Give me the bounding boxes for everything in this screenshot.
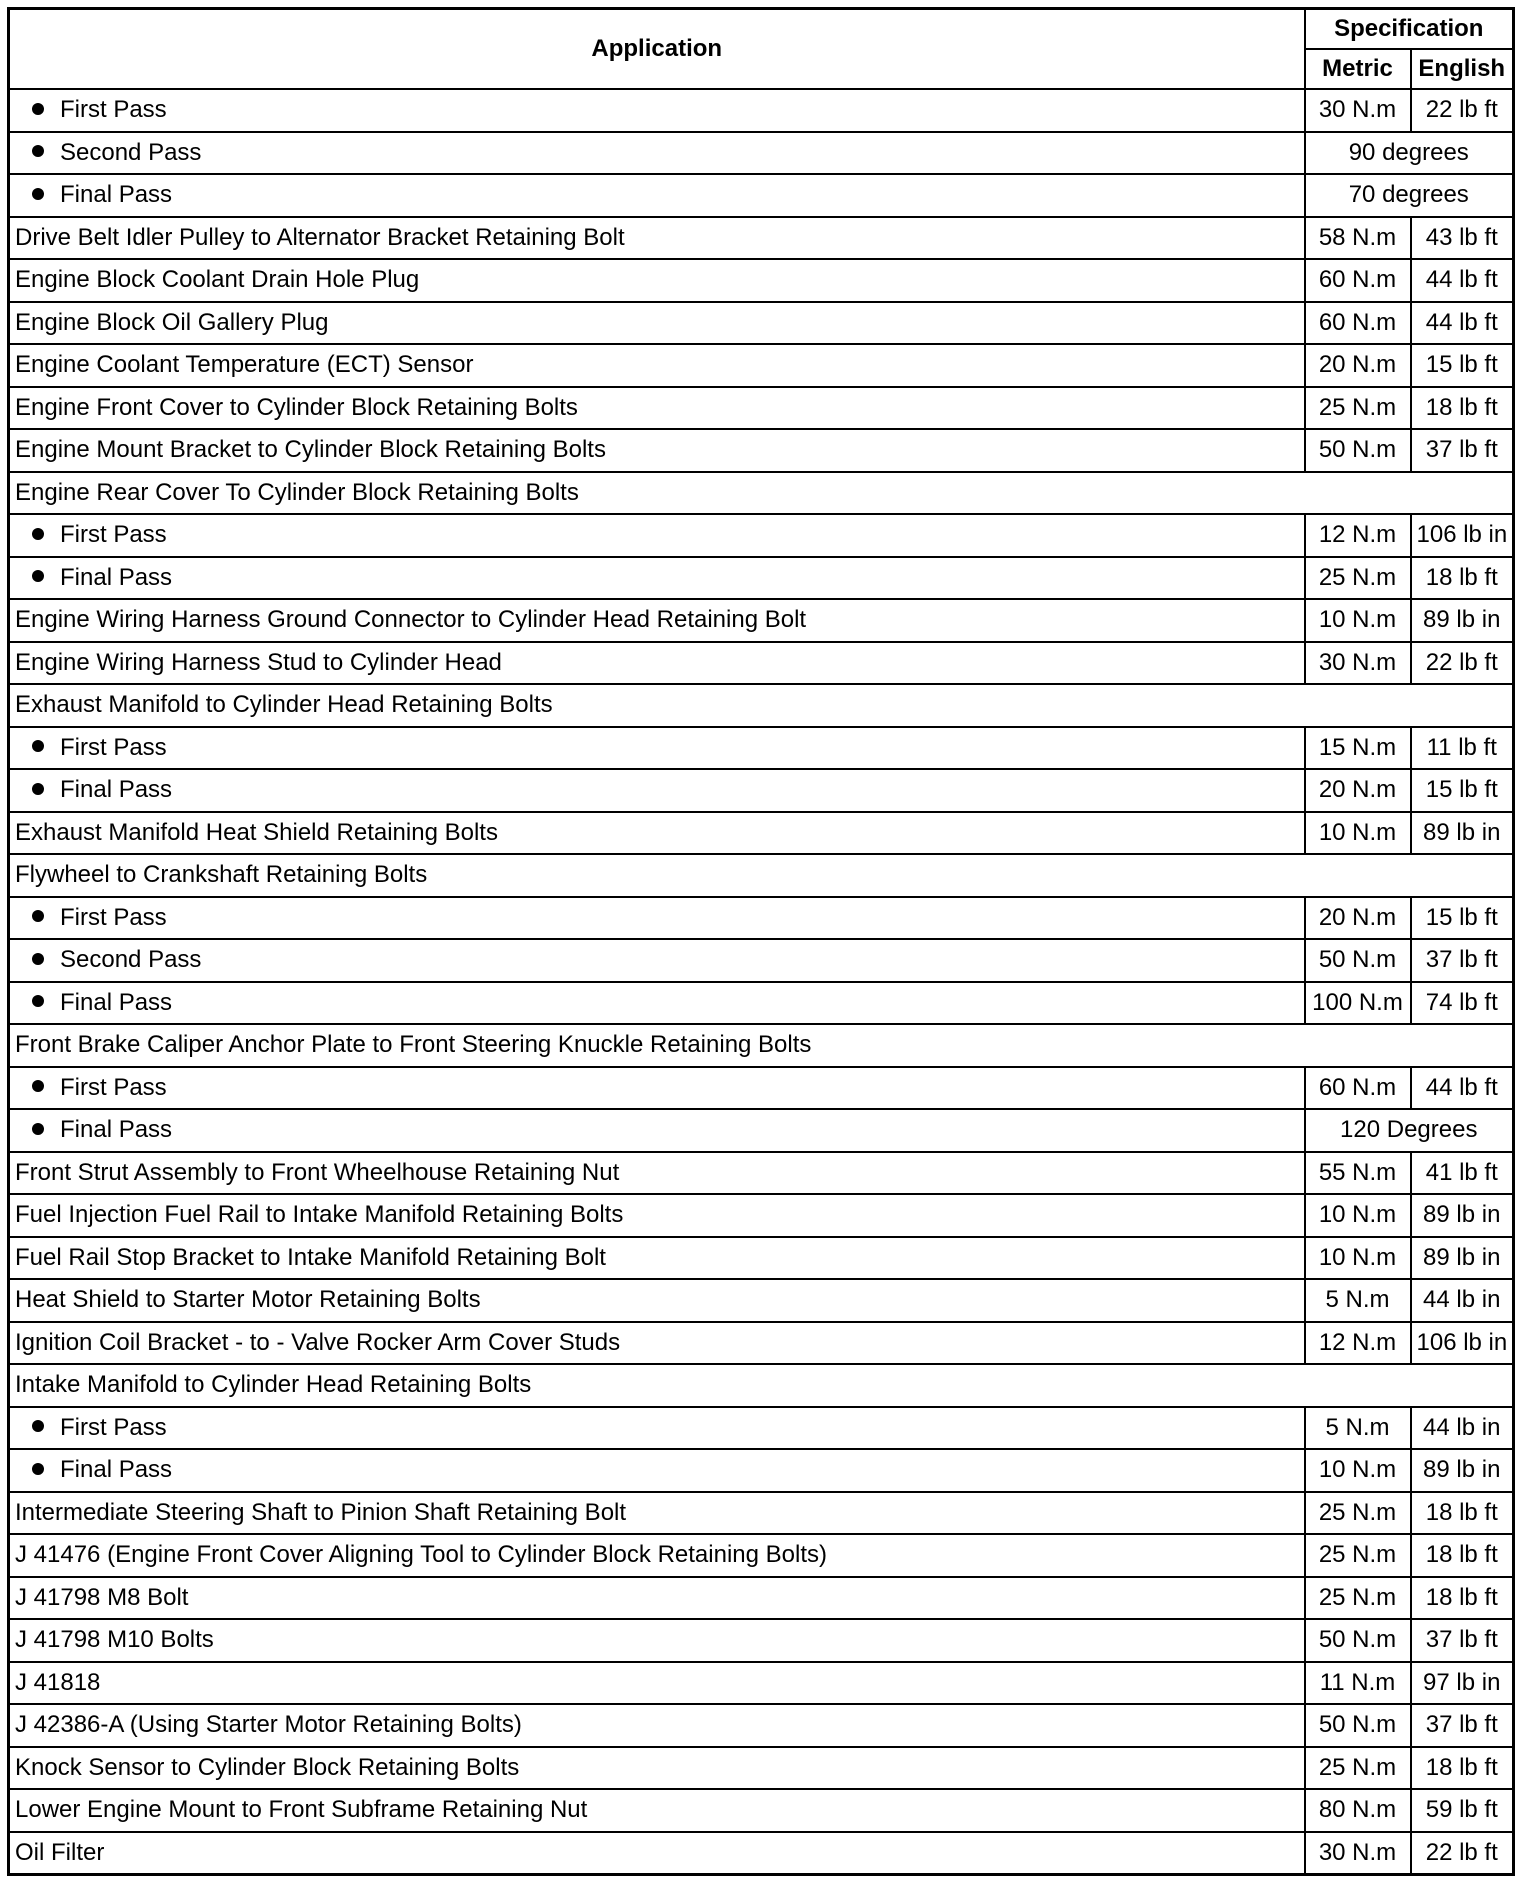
application-cell bbox=[9, 1662, 1305, 1705]
metric-value-cell: 30 N.m bbox=[1305, 89, 1411, 132]
application-cell bbox=[9, 1152, 1305, 1195]
english-value-cell: 11 lb ft bbox=[1411, 727, 1514, 770]
bullet-icon bbox=[32, 1463, 44, 1475]
metric-value-cell: 10 N.m bbox=[1305, 599, 1411, 642]
application-text: Second Pass bbox=[60, 946, 202, 974]
specification-column-header: Specification bbox=[1305, 9, 1514, 50]
application-text: Engine Rear Cover To Cylinder Block Retaining Bolts bbox=[15, 478, 579, 506]
application-text: Final Pass bbox=[60, 1116, 173, 1144]
bullet-icon bbox=[32, 103, 44, 115]
bullet-icon bbox=[32, 570, 44, 582]
application-text: Final Pass bbox=[60, 563, 173, 591]
table-row bbox=[9, 727, 1514, 770]
application-cell bbox=[9, 429, 1305, 472]
table-row bbox=[9, 429, 1514, 472]
metric-value-cell: 20 N.m bbox=[1305, 344, 1411, 387]
metric-value-cell: 55 N.m bbox=[1305, 1152, 1411, 1195]
application-cell bbox=[9, 1024, 1514, 1067]
torque-spec-table bbox=[7, 7, 1515, 1876]
english-value-cell: 44 lb in bbox=[1411, 1279, 1514, 1322]
english-value-cell: 18 lb ft bbox=[1411, 1747, 1514, 1790]
metric-value-cell: 50 N.m bbox=[1305, 1619, 1411, 1662]
table-row bbox=[9, 1407, 1514, 1450]
application-cell bbox=[9, 1364, 1514, 1407]
application-cell bbox=[9, 387, 1305, 430]
metric-value-cell: 80 N.m bbox=[1305, 1789, 1411, 1832]
metric-value-cell: 25 N.m bbox=[1305, 1747, 1411, 1790]
application-text: Final Pass bbox=[60, 181, 173, 209]
application-cell bbox=[9, 302, 1305, 345]
bullet-icon bbox=[32, 953, 44, 965]
application-text: Heat Shield to Starter Motor Retaining Bolts bbox=[15, 1286, 481, 1314]
table-row bbox=[9, 1789, 1514, 1832]
application-text: Engine Coolant Temperature (ECT) Sensor bbox=[15, 351, 474, 379]
application-text: Engine Front Cover to Cylinder Block Retaining Bolts bbox=[15, 393, 578, 421]
application-cell bbox=[9, 897, 1305, 940]
bullet-icon bbox=[32, 145, 44, 157]
application-text: Engine Block Oil Gallery Plug bbox=[15, 308, 329, 336]
table-row bbox=[9, 854, 1514, 897]
application-text: Front Strut Assembly to Front Wheelhouse Retaining Nut bbox=[15, 1158, 620, 1186]
application-text: Exhaust Manifold Heat Shield Retaining Bolts bbox=[15, 818, 498, 846]
english-value-cell: 37 lb ft bbox=[1411, 429, 1514, 472]
table-row bbox=[9, 1832, 1514, 1875]
application-text: Intermediate Steering Shaft to Pinion Shaft Retaining Bolt bbox=[15, 1498, 627, 1526]
table-row bbox=[9, 174, 1514, 217]
application-cell bbox=[9, 344, 1305, 387]
table-row bbox=[9, 642, 1514, 685]
english-value-cell: 37 lb ft bbox=[1411, 1619, 1514, 1662]
application-text: J 41476 (Engine Front Cover Aligning Tool to Cylinder Block Retaining Bolts) bbox=[15, 1541, 827, 1569]
application-cell bbox=[9, 132, 1305, 175]
application-cell bbox=[9, 854, 1514, 897]
english-value-cell: 18 lb ft bbox=[1411, 1492, 1514, 1535]
application-text: Fuel Injection Fuel Rail to Intake Manifold Retaining Bolts bbox=[15, 1201, 624, 1229]
application-cell bbox=[9, 259, 1305, 302]
application-cell bbox=[9, 514, 1305, 557]
application-text: J 41818 bbox=[15, 1668, 101, 1696]
application-text: Fuel Rail Stop Bracket to Intake Manifold Retaining Bolt bbox=[15, 1243, 606, 1271]
english-value-cell: 15 lb ft bbox=[1411, 897, 1514, 940]
application-cell bbox=[9, 1747, 1305, 1790]
table-row bbox=[9, 939, 1514, 982]
table-row bbox=[9, 259, 1514, 302]
table-row bbox=[9, 1747, 1514, 1790]
application-text: First Pass bbox=[60, 733, 167, 761]
table-row bbox=[9, 1534, 1514, 1577]
table-body bbox=[9, 89, 1514, 1874]
application-cell bbox=[9, 599, 1305, 642]
english-value-cell: 22 lb ft bbox=[1411, 89, 1514, 132]
combined-spec-cell: 90 degrees bbox=[1305, 132, 1514, 175]
metric-value-cell: 58 N.m bbox=[1305, 217, 1411, 260]
metric-value-cell: 100 N.m bbox=[1305, 982, 1411, 1025]
application-text: Engine Mount Bracket to Cylinder Block Retaining Bolts bbox=[15, 436, 606, 464]
metric-value-cell: 30 N.m bbox=[1305, 642, 1411, 685]
table-row bbox=[9, 769, 1514, 812]
english-value-cell: 18 lb ft bbox=[1411, 1534, 1514, 1577]
metric-value-cell: 12 N.m bbox=[1305, 1322, 1411, 1365]
metric-value-cell: 60 N.m bbox=[1305, 259, 1411, 302]
application-text: Engine Wiring Harness Stud to Cylinder Head bbox=[15, 648, 502, 676]
application-cell bbox=[9, 1577, 1305, 1620]
table-row bbox=[9, 132, 1514, 175]
english-value-cell: 44 lb ft bbox=[1411, 302, 1514, 345]
bullet-icon bbox=[32, 188, 44, 200]
english-value-cell: 18 lb ft bbox=[1411, 387, 1514, 430]
metric-value-cell: 50 N.m bbox=[1305, 429, 1411, 472]
application-cell bbox=[9, 1194, 1305, 1237]
metric-value-cell: 10 N.m bbox=[1305, 1194, 1411, 1237]
metric-value-cell: 15 N.m bbox=[1305, 727, 1411, 770]
table-row bbox=[9, 1194, 1514, 1237]
english-value-cell: 89 lb in bbox=[1411, 599, 1514, 642]
application-cell bbox=[9, 939, 1305, 982]
application-cell bbox=[9, 1619, 1305, 1662]
application-text: J 41798 M8 Bolt bbox=[15, 1583, 189, 1611]
application-cell bbox=[9, 769, 1305, 812]
metric-value-cell: 20 N.m bbox=[1305, 769, 1411, 812]
metric-value-cell: 60 N.m bbox=[1305, 302, 1411, 345]
english-value-cell: 106 lb in bbox=[1411, 514, 1514, 557]
english-value-cell: 37 lb ft bbox=[1411, 1704, 1514, 1747]
application-cell bbox=[9, 1492, 1305, 1535]
bullet-icon bbox=[32, 528, 44, 540]
metric-value-cell: 25 N.m bbox=[1305, 1577, 1411, 1620]
table-row bbox=[9, 599, 1514, 642]
table-row bbox=[9, 387, 1514, 430]
english-value-cell: 41 lb ft bbox=[1411, 1152, 1514, 1195]
application-text: Exhaust Manifold to Cylinder Head Retaining Bolts bbox=[15, 691, 553, 719]
application-text: Front Brake Caliper Anchor Plate to Front Steering Knuckle Retaining Bolts bbox=[15, 1031, 812, 1059]
english-value-cell: 22 lb ft bbox=[1411, 1832, 1514, 1875]
metric-value-cell: 30 N.m bbox=[1305, 1832, 1411, 1875]
application-text: Final Pass bbox=[60, 1456, 173, 1484]
application-cell bbox=[9, 642, 1305, 685]
metric-column-header: Metric bbox=[1305, 49, 1411, 89]
metric-value-cell: 10 N.m bbox=[1305, 1237, 1411, 1280]
application-text: Final Pass bbox=[60, 988, 173, 1016]
application-text: First Pass bbox=[60, 521, 167, 549]
metric-value-cell: 10 N.m bbox=[1305, 812, 1411, 855]
english-value-cell: 97 lb in bbox=[1411, 1662, 1514, 1705]
application-text: Lower Engine Mount to Front Subframe Retaining Nut bbox=[15, 1796, 588, 1824]
application-cell bbox=[9, 812, 1305, 855]
application-text: First Pass bbox=[60, 96, 167, 124]
application-cell bbox=[9, 1237, 1305, 1280]
english-value-cell: 44 lb in bbox=[1411, 1407, 1514, 1450]
application-cell bbox=[9, 217, 1305, 260]
metric-value-cell: 12 N.m bbox=[1305, 514, 1411, 557]
table-row bbox=[9, 1662, 1514, 1705]
table-row bbox=[9, 897, 1514, 940]
application-text: Oil Filter bbox=[15, 1838, 105, 1866]
bullet-icon bbox=[32, 995, 44, 1007]
metric-value-cell: 50 N.m bbox=[1305, 939, 1411, 982]
table-row bbox=[9, 1577, 1514, 1620]
application-text: Engine Wiring Harness Ground Connector to Cylinder Head Retaining Bolt bbox=[15, 606, 807, 634]
combined-spec-cell: 120 Degrees bbox=[1305, 1109, 1514, 1152]
english-value-cell: 15 lb ft bbox=[1411, 769, 1514, 812]
application-text: First Pass bbox=[60, 1073, 167, 1101]
application-cell bbox=[9, 1704, 1305, 1747]
application-text: First Pass bbox=[60, 903, 167, 931]
table-row bbox=[9, 217, 1514, 260]
application-cell bbox=[9, 1109, 1305, 1152]
english-value-cell: 18 lb ft bbox=[1411, 1577, 1514, 1620]
application-cell bbox=[9, 727, 1305, 770]
english-column-header: English bbox=[1411, 49, 1514, 89]
application-cell bbox=[9, 982, 1305, 1025]
english-value-cell: 15 lb ft bbox=[1411, 344, 1514, 387]
bullet-icon bbox=[32, 783, 44, 795]
bullet-icon bbox=[32, 740, 44, 752]
application-cell bbox=[9, 1407, 1305, 1450]
table-row bbox=[9, 1492, 1514, 1535]
english-value-cell: 22 lb ft bbox=[1411, 642, 1514, 685]
table-row bbox=[9, 982, 1514, 1025]
application-text: J 42386-A (Using Starter Motor Retaining Bolts) bbox=[15, 1711, 522, 1739]
english-value-cell: 18 lb ft bbox=[1411, 557, 1514, 600]
application-text: Knock Sensor to Cylinder Block Retaining Bolts bbox=[15, 1753, 520, 1781]
application-text: Drive Belt Idler Pulley to Alternator Bracket Retaining Bolt bbox=[15, 223, 625, 251]
application-text: Flywheel to Crankshaft Retaining Bolts bbox=[15, 861, 428, 889]
english-value-cell: 44 lb ft bbox=[1411, 1067, 1514, 1110]
application-cell bbox=[9, 1832, 1305, 1875]
bullet-icon bbox=[32, 910, 44, 922]
english-value-cell: 44 lb ft bbox=[1411, 259, 1514, 302]
metric-value-cell: 5 N.m bbox=[1305, 1279, 1411, 1322]
table-row bbox=[9, 1237, 1514, 1280]
application-text: Engine Block Coolant Drain Hole Plug bbox=[15, 266, 420, 294]
table-row bbox=[9, 1067, 1514, 1110]
table-row bbox=[9, 1024, 1514, 1067]
table-row bbox=[9, 812, 1514, 855]
table-row bbox=[9, 89, 1514, 132]
table-row bbox=[9, 472, 1514, 515]
english-value-cell: 37 lb ft bbox=[1411, 939, 1514, 982]
application-cell bbox=[9, 1067, 1305, 1110]
metric-value-cell: 25 N.m bbox=[1305, 387, 1411, 430]
english-value-cell: 43 lb ft bbox=[1411, 217, 1514, 260]
application-cell bbox=[9, 1449, 1305, 1492]
bullet-icon bbox=[32, 1420, 44, 1432]
combined-spec-cell: 70 degrees bbox=[1305, 174, 1514, 217]
application-cell bbox=[9, 89, 1305, 132]
metric-value-cell: 25 N.m bbox=[1305, 1492, 1411, 1535]
metric-value-cell: 25 N.m bbox=[1305, 1534, 1411, 1577]
metric-value-cell: 20 N.m bbox=[1305, 897, 1411, 940]
english-value-cell: 59 lb ft bbox=[1411, 1789, 1514, 1832]
metric-value-cell: 11 N.m bbox=[1305, 1662, 1411, 1705]
application-cell bbox=[9, 1279, 1305, 1322]
application-cell bbox=[9, 1322, 1305, 1365]
table-row bbox=[9, 1279, 1514, 1322]
application-column-header: Application bbox=[9, 9, 1305, 90]
application-cell bbox=[9, 174, 1305, 217]
table-row bbox=[9, 514, 1514, 557]
table-row bbox=[9, 1322, 1514, 1365]
table-row bbox=[9, 1109, 1514, 1152]
application-text: Second Pass bbox=[60, 138, 202, 166]
application-cell bbox=[9, 684, 1514, 727]
metric-value-cell: 60 N.m bbox=[1305, 1067, 1411, 1110]
application-text: Intake Manifold to Cylinder Head Retaining Bolts bbox=[15, 1371, 532, 1399]
english-value-cell: 106 lb in bbox=[1411, 1322, 1514, 1365]
bullet-icon bbox=[32, 1123, 44, 1135]
english-value-cell: 74 lb ft bbox=[1411, 982, 1514, 1025]
english-value-cell: 89 lb in bbox=[1411, 1449, 1514, 1492]
table-row bbox=[9, 344, 1514, 387]
table-row bbox=[9, 1152, 1514, 1195]
table-row bbox=[9, 1449, 1514, 1492]
table-row bbox=[9, 557, 1514, 600]
application-text: Final Pass bbox=[60, 776, 173, 804]
english-value-cell: 89 lb in bbox=[1411, 812, 1514, 855]
application-text: Ignition Coil Bracket - to - Valve Rocker Arm Cover Studs bbox=[15, 1328, 621, 1356]
application-cell bbox=[9, 472, 1514, 515]
table-row bbox=[9, 1704, 1514, 1747]
english-value-cell: 89 lb in bbox=[1411, 1194, 1514, 1237]
application-text: First Pass bbox=[60, 1413, 167, 1441]
application-cell bbox=[9, 557, 1305, 600]
english-value-cell: 89 lb in bbox=[1411, 1237, 1514, 1280]
metric-value-cell: 5 N.m bbox=[1305, 1407, 1411, 1450]
application-cell bbox=[9, 1789, 1305, 1832]
metric-value-cell: 25 N.m bbox=[1305, 557, 1411, 600]
table-row bbox=[9, 302, 1514, 345]
table-row bbox=[9, 684, 1514, 727]
application-cell bbox=[9, 1534, 1305, 1577]
torque-spec-table-container bbox=[7, 7, 1512, 1875]
table-row bbox=[9, 1364, 1514, 1407]
bullet-icon bbox=[32, 1080, 44, 1092]
table-row bbox=[9, 1619, 1514, 1662]
metric-value-cell: 10 N.m bbox=[1305, 1449, 1411, 1492]
metric-value-cell: 50 N.m bbox=[1305, 1704, 1411, 1747]
application-text: J 41798 M10 Bolts bbox=[15, 1626, 214, 1654]
